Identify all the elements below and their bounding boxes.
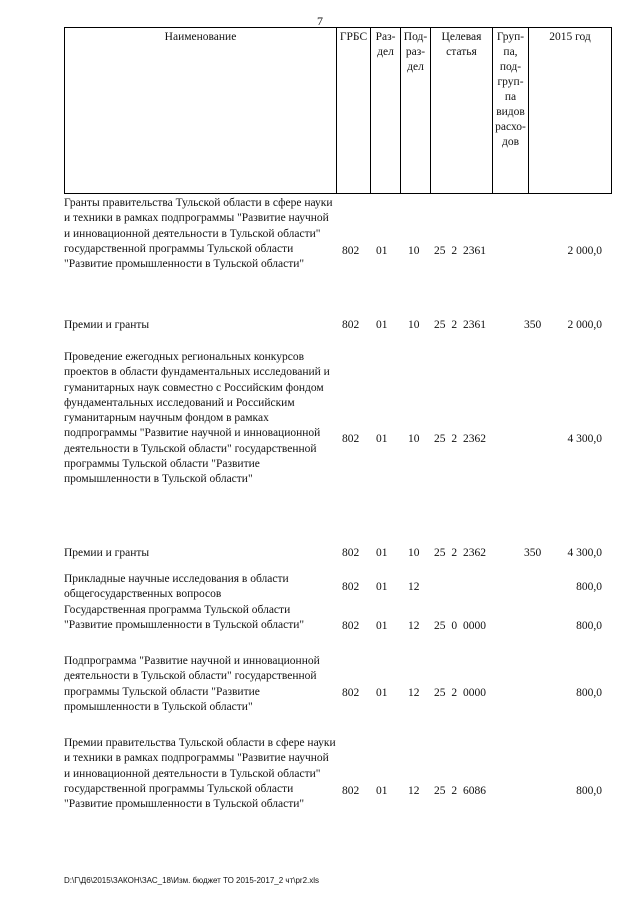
header-year: 2015 год (549, 31, 591, 43)
row-name: Премии правительства Тульской области в сфере науки и техники в рамках подпрограммы "Развитие научной и инновационной деятельности в Тульской области" государственной программы Тульской области "Развитие промышленности в Тульской области" (64, 737, 336, 811)
row-sum: 800,0 (576, 620, 602, 632)
row-sum: 800,0 (576, 581, 602, 593)
table-row (64, 318, 612, 336)
row-podrazdel: 10 (408, 547, 420, 559)
row-podrazdel: 12 (408, 687, 420, 699)
row-sum: 800,0 (576, 687, 602, 699)
row-razdel: 01 (376, 581, 388, 593)
table-row (64, 572, 612, 604)
table-row (64, 654, 612, 734)
row-grbs: 802 (342, 785, 360, 797)
row-razdel: 01 (376, 547, 388, 559)
row-name: Подпрограмма "Развитие научной и инновационной деятельности в Тульской области" государственной программы Тульской области "Развитие промышленности в Тульской области" (64, 655, 320, 713)
row-grbs: 802 (342, 687, 360, 699)
file-path-footer: D:\Г\Д6\2015\ЗАКОН\ЗАС_18\Изм. бюджет ТО 2015-2017_2 чт\pr2.xls (64, 876, 320, 885)
header-celevaya: Целевая статья (431, 28, 493, 193)
row-sum: 2 000,0 (567, 319, 602, 331)
row-name: Государственная программа Тульской области "Развитие промышленности в Тульской области" (64, 604, 305, 632)
header-podrazdel: Под- раз- дел (401, 28, 431, 193)
row-cs: 25 2 2362 (434, 547, 486, 559)
row-name: Премии и гранты (64, 547, 150, 559)
table-row (64, 196, 612, 308)
row-razdel: 01 (376, 319, 388, 331)
row-cs: 25 2 0000 (434, 687, 486, 699)
row-sum: 4 300,0 (567, 433, 602, 445)
row-podrazdel: 10 (408, 319, 420, 331)
row-podrazdel: 12 (408, 620, 420, 632)
row-razdel: 01 (376, 245, 388, 257)
row-grbs: 802 (342, 581, 360, 593)
row-grbs: 802 (342, 547, 360, 559)
page-number: 7 (317, 14, 323, 28)
row-cs: 25 2 2361 (434, 245, 486, 257)
row-grbs: 802 (342, 319, 360, 331)
row-sum: 800,0 (576, 785, 602, 797)
row-sum: 2 000,0 (567, 245, 602, 257)
row-razdel: 01 (376, 433, 388, 445)
table-row (64, 546, 612, 564)
row-grbs: 802 (342, 245, 360, 257)
table-row (64, 736, 612, 848)
table-header (64, 27, 612, 194)
row-name: Премии и гранты (64, 319, 150, 331)
row-podrazdel: 10 (408, 245, 420, 257)
header-vid: Груп- па, под- груп- па видов расхо- дов (493, 28, 529, 193)
row-cs: 25 2 2362 (434, 433, 486, 445)
row-cs: 25 0 0000 (434, 620, 486, 632)
header-grbs: ГРБС (337, 28, 371, 193)
row-razdel: 01 (376, 785, 388, 797)
row-grbs: 802 (342, 620, 360, 632)
row-podrazdel: 12 (408, 785, 420, 797)
header-name: Наименование (65, 28, 337, 193)
table-row (64, 350, 612, 530)
header-razdel: Раз- дел (371, 28, 401, 193)
row-razdel: 01 (376, 620, 388, 632)
row-vr: 350 (524, 319, 542, 331)
row-grbs: 802 (342, 433, 360, 445)
row-podrazdel: 10 (408, 433, 420, 445)
row-podrazdel: 12 (408, 581, 420, 593)
row-name: Гранты правительства Тульской области в сфере науки и техники в рамках подпрограммы "Развитие научной и инновационной деятельности в Тульской области" государственной программы Тульской области "Развитие промышленности в Тульской области" (64, 197, 333, 271)
row-sum: 4 300,0 (567, 547, 602, 559)
row-name: Проведение ежегодных региональных конкурсов проектов в области фундаментальных исследований и гуманитарных наук совместно с Российским фондом фундаментальных исследований и Российским гуманитарным научным фондом в рамках подпрограммы "Развитие научной и инновационной деятельности в Тульской области" государственной программы Тульской области "Развитие промышленности в Тульской области" (64, 351, 330, 486)
row-cs: 25 2 6086 (434, 785, 486, 797)
row-cs: 25 2 2361 (434, 319, 486, 331)
row-vr: 350 (524, 547, 542, 559)
table-row (64, 603, 612, 651)
row-name: Прикладные научные исследования в области общегосударственных вопросов (64, 573, 289, 601)
row-razdel: 01 (376, 687, 388, 699)
